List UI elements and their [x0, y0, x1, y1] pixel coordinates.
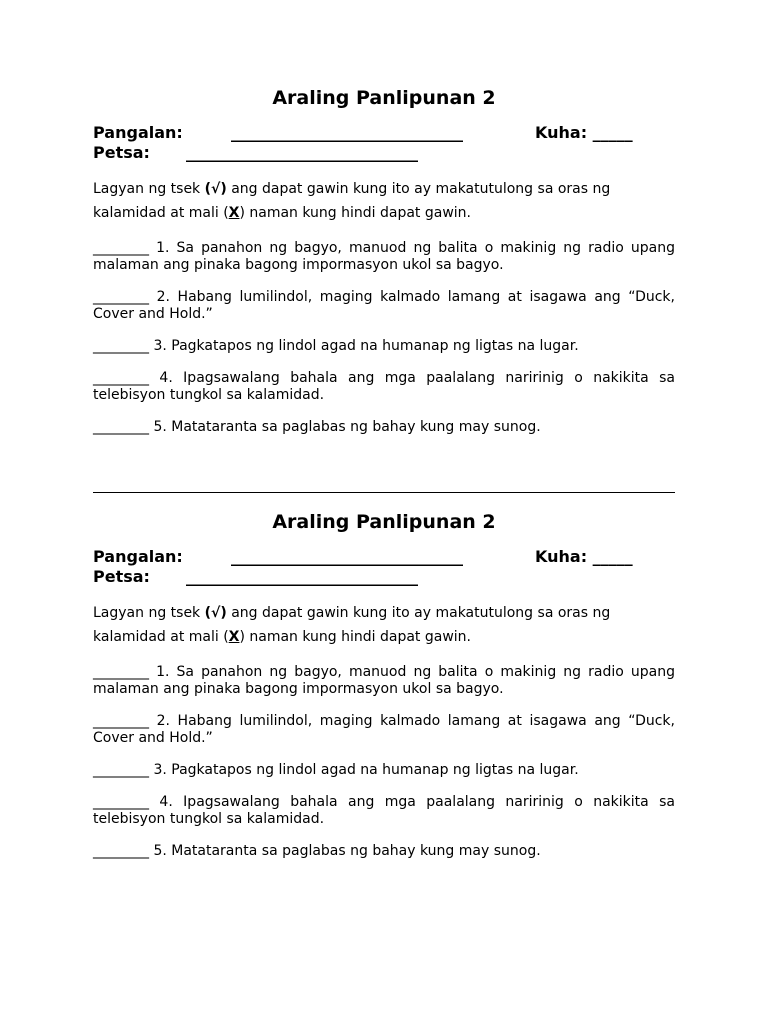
name-label: Pangalan: — [93, 547, 183, 566]
answer-blank[interactable]: ________ — [93, 370, 149, 386]
worksheet-title: Araling Panlipunan 2 — [272, 511, 496, 533]
answer-blank[interactable]: ________ — [93, 713, 149, 729]
question-text: 2. Habang lumilindol, maging kalmado lamang at isagawa ang “Duck, Cover and Hold.” — [93, 713, 675, 746]
question-item-4 — [93, 794, 675, 828]
name-field-line[interactable]: _____________________________ — [231, 547, 463, 566]
question-item-3 — [93, 338, 675, 355]
instructions — [93, 601, 675, 649]
check-symbol: (√) — [204, 181, 227, 197]
name-label: Pangalan: — [93, 123, 183, 142]
instructions-part-1: Lagyan ng tsek — [93, 181, 205, 197]
instructions-part-3: ) naman kung hindi dapat gawin. — [239, 205, 471, 221]
question-text: 1. Sa panahon ng bagyo, manuod ng balita o makinig ng radio upang malaman ang pinaka bagong impormasyon ukol sa bagyo. — [93, 664, 675, 697]
question-item-3 — [93, 762, 675, 779]
question-item-2 — [93, 289, 675, 323]
score-field[interactable]: Kuha: _____ — [535, 123, 633, 142]
answer-blank[interactable]: ________ — [93, 289, 149, 305]
question-item-5 — [93, 843, 675, 860]
answer-blank[interactable]: ________ — [93, 762, 149, 778]
question-text: 2. Habang lumilindol, maging kalmado lamang at isagawa ang “Duck, Cover and Hold.” — [93, 289, 675, 322]
question-text: 3. Pagkatapos ng lindol agad na humanap ng ligtas na lugar. — [149, 762, 579, 778]
date-field-line[interactable]: _____________________________ — [186, 567, 418, 586]
date-row — [93, 143, 675, 163]
answer-blank[interactable]: ________ — [93, 240, 149, 256]
question-text: 4. Ipagsawalang bahala ang mga paalalang naririnig o nakikita sa telebisyon tungkol sa kalamidad. — [93, 794, 675, 827]
worksheet-title: Araling Panlipunan 2 — [272, 87, 496, 109]
question-text: 1. Sa panahon ng bagyo, manuod ng balita o makinig ng radio upang malaman ang pinaka bagong impormasyon ukol sa bagyo. — [93, 240, 675, 273]
instructions-part-2: ang dapat gawin kung ito ay makatutulong sa oras ng kalamidad at mali ( — [93, 605, 611, 645]
question-text: 5. Matataranta sa paglabas ng bahay kung may sunog. — [149, 843, 541, 859]
question-item-1 — [93, 664, 675, 698]
question-item-4 — [93, 370, 675, 404]
instructions-part-3: ) naman kung hindi dapat gawin. — [239, 629, 471, 645]
name-row — [93, 547, 675, 567]
question-text: 5. Matataranta sa paglabas ng bahay kung may sunog. — [149, 419, 541, 435]
name-row — [93, 123, 675, 143]
check-symbol: (√) — [204, 605, 227, 621]
question-text: 4. Ipagsawalang bahala ang mga paalalang naririnig o nakikita sa telebisyon tungkol sa kalamidad. — [93, 370, 675, 403]
date-row — [93, 567, 675, 587]
score-field[interactable]: Kuha: _____ — [535, 547, 633, 566]
answer-blank[interactable]: ________ — [93, 843, 149, 859]
x-symbol: X — [228, 629, 240, 645]
instructions-part-1: Lagyan ng tsek — [93, 605, 205, 621]
date-label: Petsa: — [93, 143, 150, 162]
date-label: Petsa: — [93, 567, 150, 586]
date-field-line[interactable]: _____________________________ — [186, 143, 418, 162]
instructions — [93, 177, 675, 225]
question-item-2 — [93, 713, 675, 747]
question-item-5 — [93, 419, 675, 436]
name-field-line[interactable]: _____________________________ — [231, 123, 463, 142]
answer-blank[interactable]: ________ — [93, 338, 149, 354]
cut-line-divider — [93, 492, 675, 493]
question-item-1 — [93, 240, 675, 274]
worksheet-top — [93, 86, 675, 436]
answer-blank[interactable]: ________ — [93, 664, 149, 680]
question-text: 3. Pagkatapos ng lindol agad na humanap ng ligtas na lugar. — [149, 338, 579, 354]
instructions-part-2: ang dapat gawin kung ito ay makatutulong sa oras ng kalamidad at mali ( — [93, 181, 611, 221]
answer-blank[interactable]: ________ — [93, 419, 149, 435]
worksheet-bottom — [93, 510, 675, 860]
answer-blank[interactable]: ________ — [93, 794, 149, 810]
x-symbol: X — [228, 205, 240, 221]
